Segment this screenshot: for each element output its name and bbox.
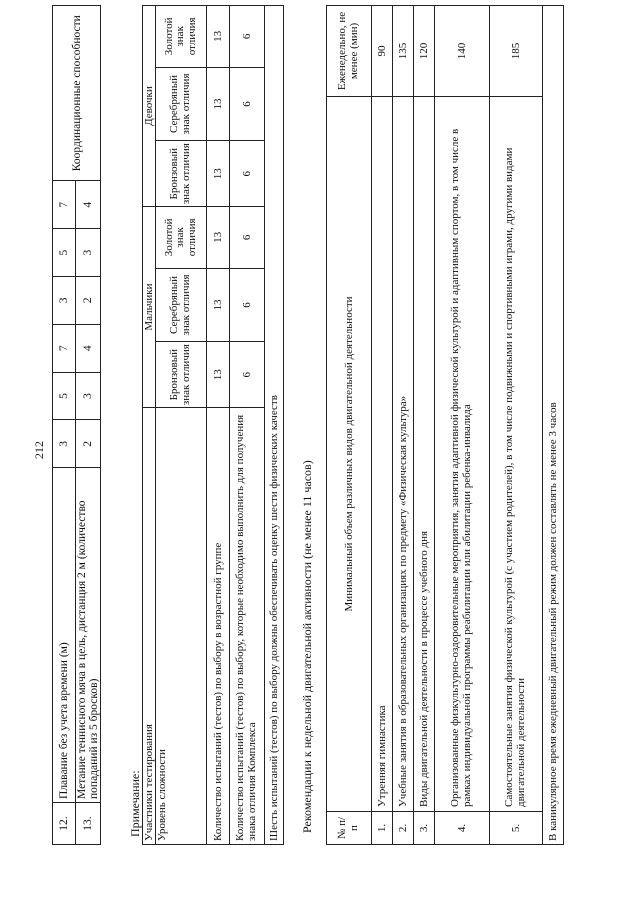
level-header: Бронзовый знак отличия bbox=[156, 342, 207, 408]
row-number: 5. bbox=[490, 812, 543, 845]
level-header: Золотой знак отличия bbox=[156, 207, 207, 269]
value-cell: 7 bbox=[53, 324, 76, 372]
level-header: Серебряный знак отличия bbox=[156, 268, 207, 342]
table-footer-note: В каникулярное время ежедневный двигательный режим должен составлять не менее 3 часов bbox=[543, 6, 564, 845]
value-cell: 6 bbox=[230, 207, 265, 269]
level-header: Бронзовый знак отличия bbox=[156, 141, 207, 207]
col-number-header: № п/п bbox=[327, 812, 372, 845]
activity-description: Утренняя гимнастика bbox=[372, 97, 393, 812]
row-number: 3. bbox=[414, 812, 435, 845]
level-header: Серебряный знак отличия bbox=[156, 67, 207, 141]
row-number: 12. bbox=[53, 802, 76, 844]
value-cell: 13 bbox=[207, 141, 230, 207]
table-footer-note: Шесть испытаний (тестов) по выбору должны обеспечивать оценку шести физических качеств bbox=[265, 6, 284, 845]
page-number: 212 bbox=[32, 441, 46, 459]
table-row bbox=[393, 6, 414, 845]
activity-minutes: 185 bbox=[490, 6, 543, 97]
table-row bbox=[372, 6, 393, 845]
value-cell: 2 bbox=[76, 420, 101, 468]
test-description: Плавание без учета времени (м) bbox=[53, 468, 76, 803]
value-cell: 2 bbox=[76, 277, 101, 325]
activity-description: Самостоятельные занятия физической культурой (с участием родителей), в том числе подвижными и спортивными играми, другими видами двигательной деятельности bbox=[490, 97, 543, 812]
activity-minutes: 90 bbox=[372, 6, 393, 97]
value-cell: 5 bbox=[53, 229, 76, 277]
activity-description: Виды двигательной деятельности в процессе учебного дня bbox=[414, 97, 435, 812]
value-cell: 13 bbox=[207, 67, 230, 141]
row-label: Количество испытаний (тестов) по выбору, которые необходимо выполнить для получения знака отличия Комплекса bbox=[230, 408, 265, 845]
activity-description: Учебные занятия в образовательных организациях по предмету «Физическая культура» bbox=[393, 97, 414, 812]
value-cell: 6 bbox=[230, 67, 265, 141]
activity-minutes: 140 bbox=[435, 6, 490, 97]
test-description: Метание теннисного мяча в цель, дистанция 2 м (количество попаданий из 5 бросков) bbox=[76, 468, 101, 803]
value-cell: 13 bbox=[207, 207, 230, 269]
test-requirements-table bbox=[142, 5, 284, 845]
table-row bbox=[414, 6, 435, 845]
value-cell: 6 bbox=[230, 268, 265, 342]
boys-header: Мальчики bbox=[143, 207, 156, 408]
activity-minutes: 120 bbox=[414, 6, 435, 97]
col-minutes-header: Еженедельно, не менее (мин) bbox=[327, 6, 372, 97]
row-number: 13. bbox=[76, 802, 101, 844]
table-row bbox=[490, 6, 543, 845]
value-cell: 6 bbox=[230, 6, 265, 68]
row-label: Количество испытаний (тестов) по выбору в возрастной группе bbox=[207, 408, 230, 845]
table-row bbox=[230, 6, 265, 845]
value-cell: 4 bbox=[76, 181, 101, 229]
activity-description: Организованные физкультурно-оздоровительные мероприятия, занятия адаптивной физической культурой и адаптивным спортом, в том числе в рамках индивидуальной программы реабилитации или абилитации ребенка-инвалида bbox=[435, 97, 490, 812]
value-cell: 13 bbox=[207, 268, 230, 342]
note-label: Примечание: bbox=[128, 770, 142, 837]
value-cell: 4 bbox=[76, 324, 101, 372]
value-cell: 3 bbox=[76, 229, 101, 277]
table-row bbox=[435, 6, 490, 845]
table-row bbox=[327, 6, 372, 845]
value-cell: 7 bbox=[53, 181, 76, 229]
value-cell: 3 bbox=[53, 277, 76, 325]
row-number: 4. bbox=[435, 812, 490, 845]
table-row bbox=[207, 6, 230, 845]
row-number: 2. bbox=[393, 812, 414, 845]
value-cell: 3 bbox=[76, 372, 101, 420]
value-cell: 13 bbox=[207, 342, 230, 408]
row-number: 1. bbox=[372, 812, 393, 845]
value-cell: 5 bbox=[53, 372, 76, 420]
table-row bbox=[156, 6, 207, 845]
value-cell: 3 bbox=[53, 420, 76, 468]
value-cell: 6 bbox=[230, 141, 265, 207]
table-row bbox=[543, 6, 564, 845]
value-cell: 6 bbox=[230, 342, 265, 408]
participants-label: Участники тестирования bbox=[143, 408, 156, 845]
table-row bbox=[265, 6, 284, 845]
col-description-header: Минимальный объем различных видов двигательной деятельности bbox=[327, 97, 372, 812]
recommendation-title: Рекомендации к недельной двигательной активности (не менее 11 часов) bbox=[300, 460, 314, 833]
girls-header: Девочки bbox=[143, 6, 156, 207]
weekly-activity-table bbox=[326, 5, 564, 845]
table-row bbox=[143, 6, 156, 845]
level-label: Уровень сложности bbox=[156, 408, 207, 845]
tests-table-continuation bbox=[52, 5, 101, 845]
table-row bbox=[53, 6, 76, 845]
level-header: Золотой знак отличия bbox=[156, 6, 207, 68]
value-cell: 13 bbox=[207, 6, 230, 68]
ability-category: Координационные способности bbox=[53, 6, 101, 181]
activity-minutes: 135 bbox=[393, 6, 414, 97]
